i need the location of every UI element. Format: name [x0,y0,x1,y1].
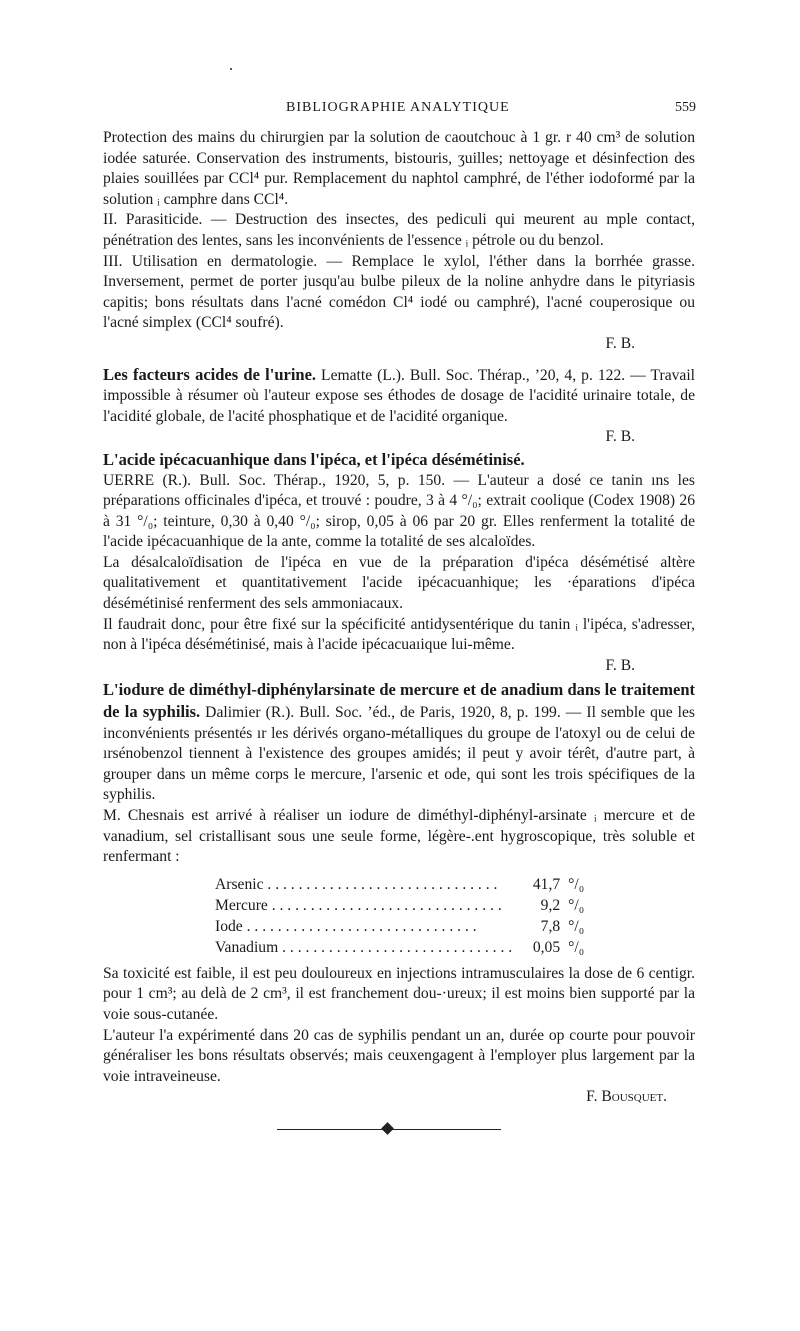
composition-row [215,895,608,916]
header-title: BIBLIOGRAPHIE ANALYTIQUE [286,100,510,115]
page-number: 559 [675,100,696,115]
element-value: 41,7 [532,875,561,893]
article-3-signature-text: F. Bousquet. [586,1088,667,1106]
article-3-paragraph-3: Sa toxicité est faible, il est peu douloureux en injections intramusculaires la dose de 6 centigr. pour 1 cm³; au delà de 2 cm³, il est franchement dou-·ureux; il est moins bien supporté par la voie sous-cutanée. [103,964,695,1023]
composition-row [215,874,608,895]
element-unit: °/₀ [568,938,585,956]
article-3-citation: Dalimier (R.). Bull. Soc. ʼéd., de Paris, 1920, 8, p. 199. — Il semble que les inconvénients présentés ır les dérivés organo-métalliques du groupe de l'atoxyl ou de celui de ırsénobenzol tiennent à l'existence des groupes amidés; il peut y avoir térêt, d'autre part, à grouper dans un même corps le mercure, l'arsenic et ode, qui sont les trois spécifiques de la syphilis. [103,704,695,804]
element-name: Mercure . . . [215,895,512,916]
intro-paragraph-3: III. Utilisation en dermatologie. — Remplace le xylol, l'éther dans la borrhée grasse. Inversement, permet de porter jusqu'au bulbe pileux de la noline anhydre dans le pityriasis capitis; bons résultats dans l'acné comédon Cl⁴ iodé ou camphré), l'acné couperosique ou l'acné simplex (CCl⁴ soufré). [103,252,695,332]
article-3-signature [103,1087,695,1108]
article-1-signature: F. B. [605,428,635,446]
element-unit: °/₀ [568,917,585,935]
article-2-signature: F. B. [605,656,635,674]
article-3-paragraph-4: L'auteur l'a expérimenté dans 20 cas de syphilis pendant un an, durée op courte pour pouvoir généraliser les bons résultats observés; mais ceuxengagent à l'employer plus largement par la voie intraveineuse. [103,1026,695,1085]
element-value: 9,2 [540,896,561,914]
page-body [103,128,695,1108]
composition-row [215,937,608,958]
article-3-paragraph-1 [103,680,695,806]
article-2-paragraph-1: UERRE (R.). Bull. Soc. Thérap., 1920, 5, p. 150. — L'auteur a dosé ce tanin ıns les préparations officinales d'ipéca, et trouvé : poudre, 3 à 4 °/₀; extrait coolique (Codex 1908) 26 à 31 °/₀; teinture, 0,30 à 0,40 °/₀; sirop, 0,05 à 06 par 20 gr. Elles renferment la totalité de l'acide ipécacuanhique de la ante, comme la totalité de ses alcaloïdes. [103,471,695,551]
diamond-ornament-icon [381,1122,394,1135]
element-name: Vanadium . . . [215,937,512,958]
article-2-paragraph-3: Il faudrait donc, pour être fixé sur la spécificité antidysentérique du tanin ᵢ l'ipéca, s'adresser, non à l'ipéca désémétinisé, mais à l'acide ipécacuaıique lui-même. [103,615,695,654]
article-1 [103,365,695,428]
intro-paragraph-2: II. Parasiticide. — Destruction des insectes, des pediculi qui meurent au mple contact, pénétration des lentes, sans les inconvénients de l'essence ᵢ pétrole ou du benzol. [103,211,695,249]
article-2-paragraph-2: La désalcaloïdisation de l'ipéca en vue de la préparation d'ipéca désémétisé altère qualitativement et quantitativement l'acide ipécacuanhique; les ·éparations d'ipéca désémétinisé renferment des sels ammoniacaux. [103,553,695,613]
article-3-title: L'iodure de diméthyl-diphénylarsinate de mercure et de anadium dans le traitement de la syphilis. [103,680,695,722]
stray-dot [230,68,232,70]
running-header [100,100,696,122]
element-name: Iode . . . [215,916,512,937]
article-1-title: Les facteurs acides de l'urine. [103,364,317,384]
article-3-paragraph-2: M. Chesnais est arrivé à réaliser un iodure de diméthyl-diphényl-arsinate ᵢ mercure et de vanadium, sel cristallisant sous une seule forme, légère-.ent hygroscopique, très soluble et renfermant : [103,807,695,866]
composition-row [215,916,608,937]
article-1-text: Lematte (L.). Bull. Soc. Thérap., ʼ20, 4, p. 122. — Travail impossible à résumer où l'auteur expose ses éthodes de dosage de l'acidité urinaire totale, de l'acidité globale, de l'acité phosphatique et de l'acidité organique. [103,366,695,425]
element-unit: °/₀ [568,875,585,893]
element-unit: °/₀ [568,896,585,914]
element-value: 7,8 [540,917,561,935]
composition-table [215,874,608,958]
intro-paragraph-1: Protection des mains du chirurgien par la solution de caoutchouc à 1 gr. r 40 cm³ de solution iodée saturée. Conservation des instruments, bistouris, ʒuilles; nettoyage et désinfection des plaies souillées par CCl⁴ pur. Remplacement du naphtol camphré, de l'éther iodoformé par la solution ᵢ camphre dans CCl⁴. [103,129,695,208]
intro-signature: F. B. [605,334,635,352]
article-2-title: L'acide ipécacuanhique dans l'ipéca, et l'ipéca désémétinisé. [103,449,525,469]
element-name: Arsenic . . . [215,874,512,895]
element-value: 0,05 [532,938,561,956]
